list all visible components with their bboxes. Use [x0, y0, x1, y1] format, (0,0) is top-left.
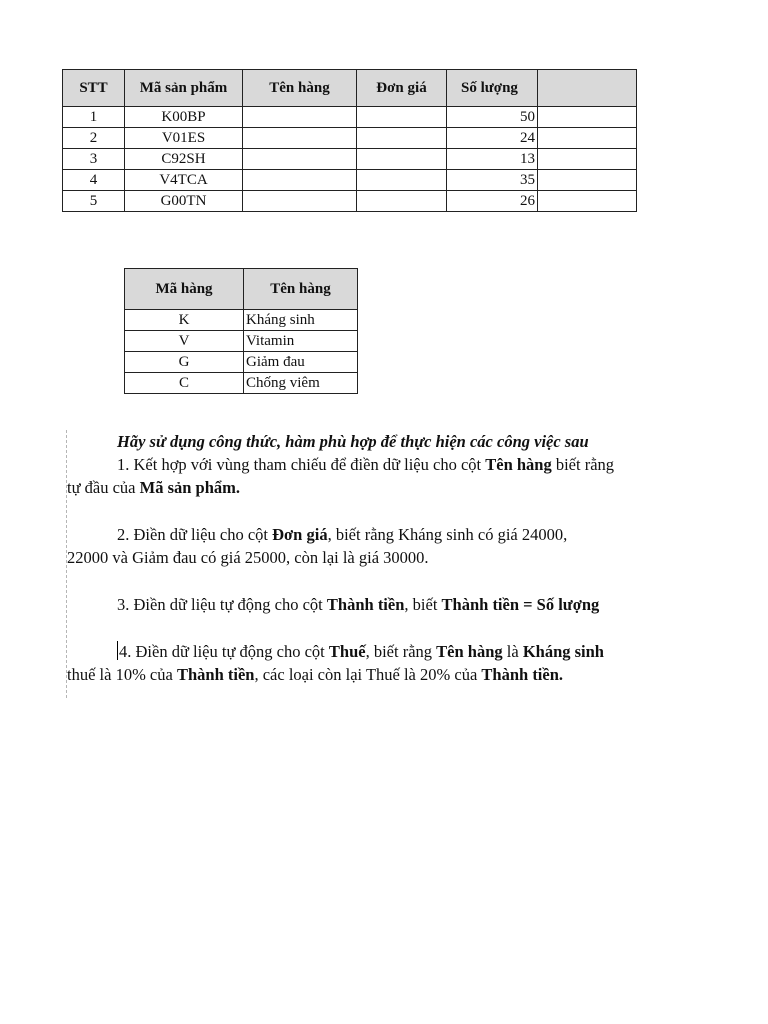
task-3-text: , biết [404, 595, 442, 614]
cell-quantity[interactable]: 13 [447, 149, 538, 170]
table-row [125, 373, 358, 394]
task-1-text: tự đầu của [67, 478, 140, 497]
cell-item-code[interactable]: V [125, 331, 244, 352]
task-2-text: 2. Điền dữ liệu cho cột [117, 525, 273, 544]
cell-quantity[interactable]: 50 [447, 107, 538, 128]
header-item-name[interactable]: Tên hàng [244, 269, 358, 310]
cell-extra[interactable] [538, 107, 637, 128]
product-table [62, 69, 637, 212]
table-row [125, 331, 358, 352]
task-4-text: 4. Điền dữ liệu tự động cho cột [119, 642, 329, 661]
cell-item-name[interactable]: Chống viêm [244, 373, 358, 394]
task-3-line-1 [67, 593, 637, 616]
cell-product-code[interactable]: V4TCA [125, 170, 243, 191]
task-1-line-1 [67, 453, 637, 476]
header-product-code[interactable]: Mã sản phẩm [125, 70, 243, 107]
cell-unit-price[interactable] [357, 191, 447, 212]
cell-stt[interactable]: 2 [63, 128, 125, 149]
task-4-text: . [558, 665, 564, 684]
task-3-formula: Thành tiền = Số lượng [441, 595, 600, 614]
header-item-code[interactable]: Mã hàng [125, 269, 244, 310]
task-2-line-1 [67, 523, 637, 546]
cell-item-name[interactable] [243, 149, 357, 170]
cell-product-code[interactable]: C92SH [125, 149, 243, 170]
task-4-text: thuế là 10% của [67, 665, 177, 684]
cell-item-code[interactable]: G [125, 352, 244, 373]
paragraph-gap [67, 616, 637, 640]
table-row [63, 170, 637, 191]
cell-unit-price[interactable] [357, 170, 447, 191]
cell-item-name[interactable]: Vitamin [244, 331, 358, 352]
task-1-keyword-product-code: Mã sản phẩm. [139, 478, 241, 497]
task-1-keyword-item-name: Tên hàng [485, 455, 552, 474]
cell-item-code[interactable]: K [125, 310, 244, 331]
task-1-text: 1. Kết hợp với vùng tham chiếu để điền dữ liệu cho cột [117, 455, 486, 474]
paragraph-gap [67, 569, 637, 593]
cell-quantity[interactable]: 26 [447, 191, 538, 212]
cell-extra[interactable] [538, 128, 637, 149]
cell-item-name[interactable]: Giảm đau [244, 352, 358, 373]
table-row [63, 107, 637, 128]
cell-stt[interactable]: 3 [63, 149, 125, 170]
cell-unit-price[interactable] [357, 149, 447, 170]
cell-product-code[interactable]: G00TN [125, 191, 243, 212]
instructions-text-box[interactable] [66, 430, 637, 698]
task-4-keyword-total: Thành tiền [176, 665, 255, 684]
paragraph-gap [67, 499, 637, 523]
cell-stt[interactable]: 1 [63, 107, 125, 128]
cell-item-name[interactable]: Kháng sinh [244, 310, 358, 331]
lookup-table [124, 268, 358, 394]
cell-stt[interactable]: 5 [63, 191, 125, 212]
lookup-table-header-row [125, 269, 358, 310]
task-4-text: , biết rằng [365, 642, 437, 661]
cell-item-name[interactable] [243, 107, 357, 128]
header-stt[interactable]: STT [63, 70, 125, 107]
header-item-name[interactable]: Tên hàng [243, 70, 357, 107]
product-table-header-row [63, 70, 637, 107]
task-1-text: biết rằng [551, 455, 615, 474]
table-row [63, 191, 637, 212]
task-2-keyword-unit-price: Đơn giá [272, 525, 328, 544]
cell-product-code[interactable]: V01ES [125, 128, 243, 149]
cell-quantity[interactable]: 24 [447, 128, 538, 149]
header-quantity[interactable]: Số lượng [447, 70, 538, 107]
task-3-keyword-total: Thành tiền [326, 595, 405, 614]
cell-unit-price[interactable] [357, 107, 447, 128]
task-1-line-2 [67, 476, 637, 499]
task-4-keyword-antibiotic: Kháng sinh [522, 642, 604, 661]
task-4-text: , các loại còn lại Thuế là 20% của [254, 665, 482, 684]
task-4-keyword-item-name: Tên hàng [436, 642, 503, 661]
task-4-keyword-total: Thành tiền [481, 665, 559, 684]
cell-product-code[interactable]: K00BP [125, 107, 243, 128]
task-2-line-2: 22000 và Giảm đau có giá 25000, còn lại là giá 30000. [67, 548, 429, 567]
table-row [63, 149, 637, 170]
table-row [125, 352, 358, 373]
cell-item-name[interactable] [243, 191, 357, 212]
task-4-keyword-tax: Thuế [328, 642, 366, 661]
task-4-line-2 [67, 663, 637, 686]
cell-item-name[interactable] [243, 170, 357, 191]
table-row [125, 310, 358, 331]
cell-extra[interactable] [538, 149, 637, 170]
task-4-line-1 [67, 640, 637, 663]
cell-extra[interactable] [538, 170, 637, 191]
table-row [63, 128, 637, 149]
task-2-text: , biết rằng Kháng sinh có giá 24000, [327, 525, 568, 544]
cell-unit-price[interactable] [357, 128, 447, 149]
text-cursor [117, 641, 118, 660]
cell-quantity[interactable]: 35 [447, 170, 538, 191]
cell-item-name[interactable] [243, 128, 357, 149]
header-unit-price[interactable]: Đơn giá [357, 70, 447, 107]
instructions-intro: Hãy sử dụng công thức, hàm phù hợp để thực hiện các công việc sau [117, 432, 589, 451]
header-empty[interactable] [538, 70, 637, 107]
cell-item-code[interactable]: C [125, 373, 244, 394]
cell-extra[interactable] [538, 191, 637, 212]
task-4-text: là [502, 642, 523, 661]
cell-stt[interactable]: 4 [63, 170, 125, 191]
task-3-text: 3. Điền dữ liệu tự động cho cột [117, 595, 327, 614]
